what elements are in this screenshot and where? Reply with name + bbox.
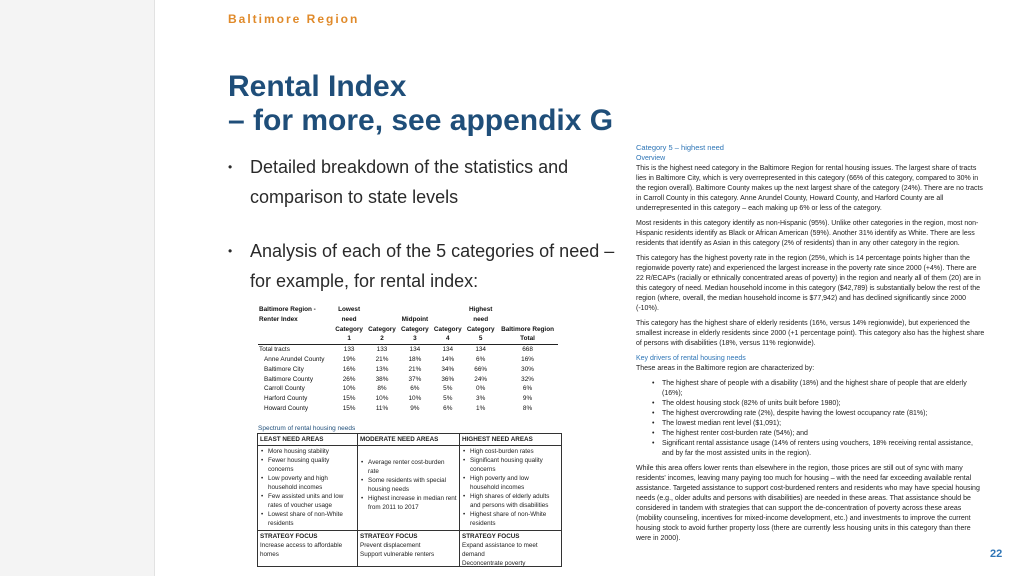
table-header-cell: Category <box>368 325 396 333</box>
table-cell: 6% <box>476 355 486 363</box>
table-header-cell <box>431 305 464 315</box>
table-cell: 1% <box>476 404 486 412</box>
spectrum-table <box>257 433 562 567</box>
table-cell: 0% <box>476 385 486 393</box>
table-cell: Baltimore City <box>264 365 304 373</box>
table-header-cell: Category <box>466 325 495 333</box>
doc-heading: Category 5 – highest need <box>636 143 724 152</box>
strategy-focus-label: STRATEGY FOCUS <box>462 533 520 540</box>
strategy-focus <box>460 530 561 567</box>
bullet-dot-icon: • <box>228 244 233 258</box>
region-label: Baltimore Region <box>228 12 360 26</box>
spectrum-title: Spectrum of rental housing needs <box>258 425 356 432</box>
page-number: 22 <box>990 548 1003 560</box>
table-row <box>258 375 558 385</box>
table-row <box>258 394 558 404</box>
spectrum-item: • High poverty and low household incomes <box>470 474 559 492</box>
table-header-cell: Category <box>433 325 462 333</box>
table-header-cell: Category <box>335 325 363 333</box>
table-cell: 18% <box>408 355 422 363</box>
table-header-cell: Highest <box>468 306 493 313</box>
left-side-band <box>0 0 155 576</box>
driver-item: • The highest renter cost-burden rate (54%); and <box>662 429 986 439</box>
table-header-cell: need <box>473 315 489 323</box>
bullet-item <box>228 152 628 212</box>
table-header-cell: Baltimore Region - <box>259 306 316 313</box>
doc-paragraph: Most residents in this category identify as non-Hispanic (95%). Unlike other categories in the region, most non-Hispanic residents identify as Black or African American (59%). Another 31% identify as White. There are less residents that identify as Asian in this category (2% of residents) than in any other category in the region. <box>636 220 979 247</box>
spectrum-item: • Significant housing quality concerns <box>470 456 559 474</box>
table-header-cell: Baltimore Region <box>501 325 555 333</box>
bullet-dot-icon: • <box>228 160 233 174</box>
table-cell: 38% <box>375 375 389 383</box>
table-header-cell: 2 <box>366 334 399 344</box>
spectrum-column <box>258 434 358 530</box>
table-cell: 37% <box>408 375 422 383</box>
table-cell: 668 <box>522 346 533 354</box>
spectrum-item: • Fewer housing quality concerns <box>268 456 355 474</box>
spectrum-column <box>460 434 561 530</box>
table-row <box>258 355 558 365</box>
spectrum-column <box>358 434 460 530</box>
spectrum-item: • More housing stability <box>268 447 355 456</box>
doc-paragraph: While this area offers lower rents than elsewhere in the region, those prices are still out of sync with many residents' incomes, leaving many paying too much for housing – with the need far exceeding available rental assistance. Targeted assistance to support cost-burdened renters and residents who may have special housing needs (e.g., older adults and persons with disabilities) are needed in these areas. That assistance should be considered in tandem with strategies that can support the de-concentration of poverty across these areas (mobility counseling, incentives for mixed-income development, etc.) and investments to improve the current housing stock to avoid further property loss (there are currently less housing units in this category than there were in 2000). <box>636 465 980 542</box>
drivers-list <box>636 379 986 459</box>
table-row <box>258 365 558 375</box>
bullet-text: Analysis of each of the 5 categories of need – for example, for rental index: <box>250 241 615 291</box>
title-line-1: Rental Index <box>228 70 407 103</box>
table-header-cell <box>497 305 558 315</box>
bullet-item <box>228 236 628 296</box>
table-header-cell <box>398 305 431 315</box>
spectrum-item: • Lowest share of non-White residents <box>268 510 355 528</box>
table-header-cell <box>366 315 399 325</box>
table-cell: 10% <box>408 395 422 403</box>
driver-item: • The oldest housing stock (82% of units built before 1980); <box>662 399 986 409</box>
table-header-cell <box>366 305 399 315</box>
table-header-cell: need <box>341 315 357 323</box>
spectrum-item: • High cost-burden rates <box>470 447 559 456</box>
driver-item: • The lowest median rent level ($1,091); <box>662 419 986 429</box>
table-header-row <box>258 325 558 335</box>
table-cell: 134 <box>475 346 486 354</box>
strategy-focus-text: Increase access to affordable homes <box>260 542 343 558</box>
table-cell: 8% <box>377 385 387 393</box>
table-cell: 36% <box>441 375 455 383</box>
table-cell: 134 <box>442 346 454 354</box>
table-header-cell: 3 <box>398 334 431 344</box>
table-cell: 13% <box>375 365 389 373</box>
table-header-cell <box>431 315 464 325</box>
strategy-focus <box>258 530 358 567</box>
drivers-intro: These areas in the Baltimore region are characterized by: <box>636 365 815 372</box>
table-row <box>258 384 558 394</box>
spectrum-item: • Some residents with special housing needs <box>368 476 457 494</box>
spectrum-item: • Low poverty and high household incomes <box>268 474 355 492</box>
table-header-cell: Lowest <box>338 306 361 313</box>
doc-paragraph: This is the highest need category in the Baltimore Region for rental housing issues. The largest share of tracts lies in Baltimore City, which is very overrepresented in this category (66% of this category, compared to 30% in the region overall). Baltimore County makes up the next largest share of the category (24%). There are no tracts in Carroll County in this category. Anne Arundel County, Howard County, and Harford County are all underrepresented in this category – each making up 6% or less of the category. <box>636 165 983 212</box>
table-cell: 24% <box>474 375 488 383</box>
table-cell: 15% <box>342 395 356 403</box>
table-cell: 9% <box>410 404 420 412</box>
table-cell: 21% <box>408 365 422 373</box>
table-cell: 16% <box>342 365 356 373</box>
table-cell: 5% <box>443 395 453 403</box>
table-header-cell: 1 <box>333 334 366 344</box>
table-cell: 6% <box>443 404 453 412</box>
table-cell: 16% <box>521 355 534 363</box>
table-cell: 8% <box>522 404 533 412</box>
spectrum-item: • High shares of elderly adults and persons with disabilities <box>470 492 559 510</box>
bullet-list <box>228 152 628 320</box>
table-cell: Carroll County <box>264 385 305 393</box>
driver-item: • The highest overcrowding rate (2%), despite having the lowest occupancy rate (81%); <box>662 409 986 419</box>
spectrum-item: • Few assisted units and low rates of voucher usage <box>268 492 355 510</box>
table-cell: 10% <box>375 395 389 403</box>
table-cell: 134 <box>409 346 421 354</box>
table-cell: 133 <box>343 346 355 354</box>
table-cell: Howard County <box>264 404 309 412</box>
spectrum-item: • Average renter cost-burden rate <box>368 458 457 476</box>
page-title <box>228 70 788 138</box>
strategy-focus-text: Prevent displacement <box>360 542 421 549</box>
table-cell: 3% <box>476 395 486 403</box>
table-header-cell <box>258 334 333 344</box>
table-cell: Harford County <box>264 395 308 403</box>
doc-paragraph: This category has the highest poverty rate in the region (25%, which is 14 percentage points higher than the regionwide poverty rate) and experienced the largest increase in the poverty rate since 2000 (+4%). There are 22 R/ECAPs (racially or ethnically concentrated areas of poverty) in the region and nearly all of them (20) are in this category of need. Median household income in this category ($42,789) is substantially below the rest of the region (where, overall, the median household income is $77,942) and has declined significantly since 2000 (-10%). <box>636 255 981 312</box>
table-cell: 15% <box>342 404 356 412</box>
strategy-focus <box>358 530 460 567</box>
table-header-cell: Total <box>497 334 558 344</box>
title-line-2: – for more, see appendix G <box>228 104 614 137</box>
doc-subheading: Overview <box>636 155 666 162</box>
table-cell: 6% <box>410 385 420 393</box>
spectrum-item: • Highest share of non-White residents <box>470 510 559 528</box>
driver-item: • Significant rental assistance usage (14% of renters using vouchers, 18% receiving rental assistance, and by far the most assisted units in the region). <box>662 439 986 459</box>
table-cell: Anne Arundel County <box>264 355 325 363</box>
strategy-focus-label: STRATEGY FOCUS <box>260 533 318 540</box>
table-header-cell: 5 <box>464 334 497 344</box>
table-header-cell: Category <box>401 325 429 333</box>
table-cell: 11% <box>375 404 389 412</box>
spectrum-column-heading: HIGHEST NEED AREAS <box>460 434 561 446</box>
table-cell: 133 <box>376 346 388 354</box>
doc-paragraph: This category has the highest share of elderly residents (16%, versus 14% regionwide), but experienced the smallest increase in elderly residents since 2000 (+1 percentage point). This category also has the highest share of persons with disabilities (18%, versus 11% regionwide). <box>636 320 985 347</box>
renter-index-table <box>258 305 558 414</box>
table-cell: Baltimore County <box>264 375 314 383</box>
table-cell: 14% <box>441 355 455 363</box>
table-header-cell: Renter Index <box>259 315 298 323</box>
table-row <box>258 345 558 355</box>
appendix-document <box>636 143 986 549</box>
table-header-row <box>258 305 558 315</box>
bullet-text: Detailed breakdown of the statistics and comparison to state levels <box>250 157 569 207</box>
table-cell: Total tracts <box>259 346 290 354</box>
table-header-cell: Midpoint <box>401 315 429 323</box>
table-cell: 10% <box>342 385 356 393</box>
table-cell: 32% <box>521 375 534 383</box>
table-cell: 66% <box>474 365 488 373</box>
table-cell: 30% <box>521 365 534 373</box>
driver-item: • The highest share of people with a disability (18%) and the highest share of people that are elderly (16%); <box>662 379 986 399</box>
strategy-focus-text: Deconcentrate poverty <box>462 560 526 567</box>
table-header-row <box>258 315 558 325</box>
table-header-cell: 4 <box>431 334 464 344</box>
spectrum-item: • Highest increase in median rent from 2011 to 2017 <box>368 494 457 512</box>
table-cell: 5% <box>443 385 453 393</box>
table-cell: 26% <box>342 375 356 383</box>
table-header-cell <box>258 325 333 335</box>
strategy-focus-text: Expand assistance to meet demand <box>462 542 538 558</box>
table-cell: 6% <box>522 385 533 393</box>
spectrum-column-heading: MODERATE NEED AREAS <box>358 434 459 446</box>
table-cell: 9% <box>522 395 533 403</box>
strategy-focus-text: Support vulnerable renters <box>360 551 435 558</box>
table-header-row <box>258 334 558 344</box>
drivers-heading: Key drivers of rental housing needs <box>636 355 746 362</box>
table-cell: 34% <box>441 365 455 373</box>
spectrum-column-heading: LEAST NEED AREAS <box>258 434 357 446</box>
table-cell: 19% <box>342 355 356 363</box>
strategy-focus-label: STRATEGY FOCUS <box>360 533 418 540</box>
table-cell: 21% <box>375 355 389 363</box>
table-header-cell <box>497 315 558 325</box>
table-row <box>258 404 558 414</box>
